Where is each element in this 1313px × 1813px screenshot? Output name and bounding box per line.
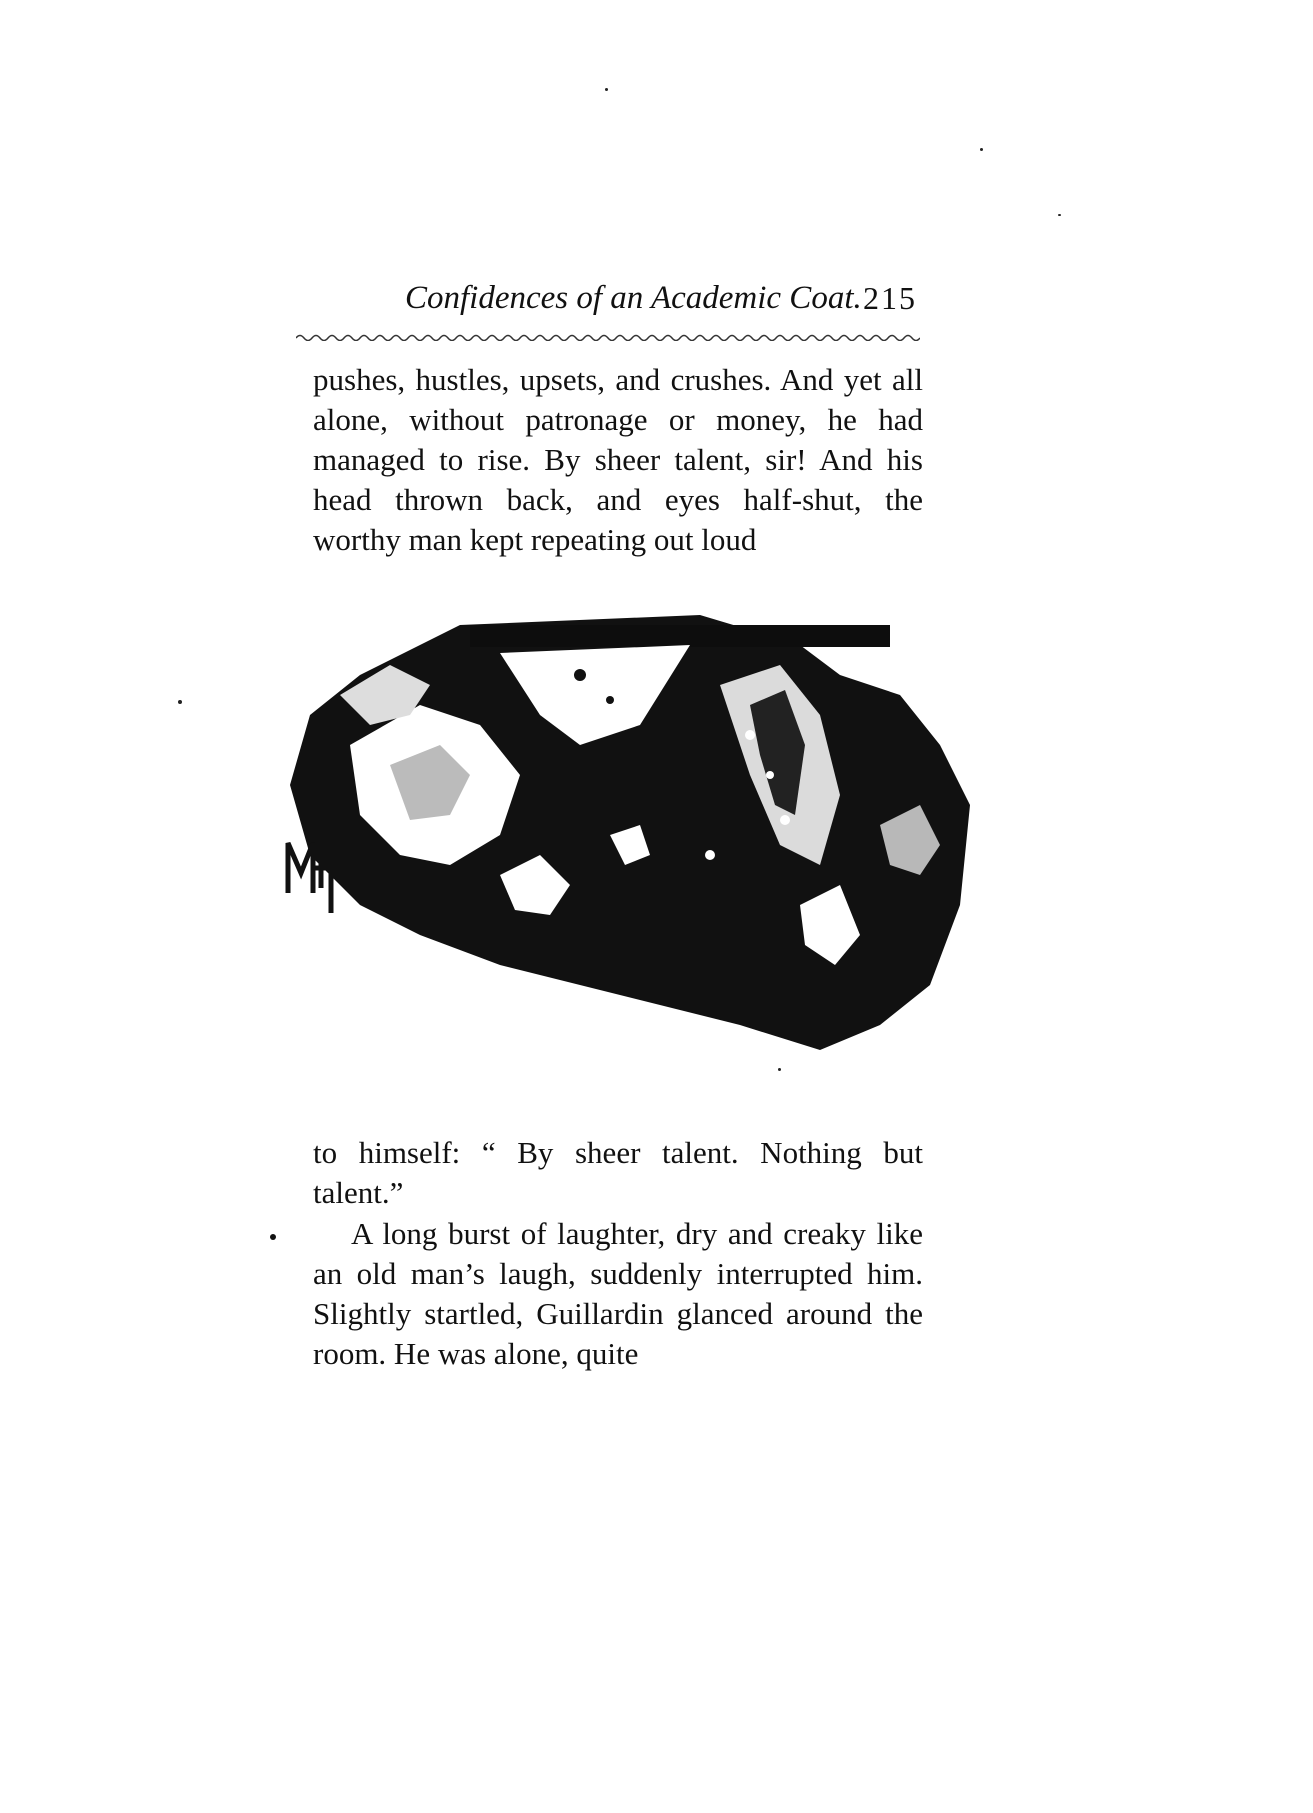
page-number: 215: [863, 280, 917, 316]
decorative-rule: [296, 333, 920, 341]
scan-speck: [778, 1068, 781, 1071]
paragraph-middle: to himself: “ By sheer talent. Nothing but talent.”: [313, 1135, 923, 1210]
stray-mark: [270, 1234, 276, 1240]
artist-monogram-icon: [283, 833, 353, 918]
illustration-engraving: [280, 605, 980, 1065]
scan-speck: [1058, 214, 1061, 216]
scan-speck: [605, 88, 608, 91]
paragraph-bottom: A long burst of laughter, dry and creaky like an old man’s laugh, suddenly interrupted him. Slightly startled, Guillardin glanced around the room. He was alone, quite: [313, 1216, 923, 1371]
paragraph-top: pushes, hustles, upsets, and crushes. And yet all alone, without patronage or money, he had managed to rise. By sheer talent, sir! And his head thrown back, and eyes half-shut, the worthy man kept repeating out loud: [313, 362, 923, 557]
running-header: [405, 280, 917, 326]
running-title: Confidences of an Academic Coat.: [405, 280, 862, 316]
scan-speck: [980, 148, 983, 151]
scan-speck: [178, 700, 182, 704]
